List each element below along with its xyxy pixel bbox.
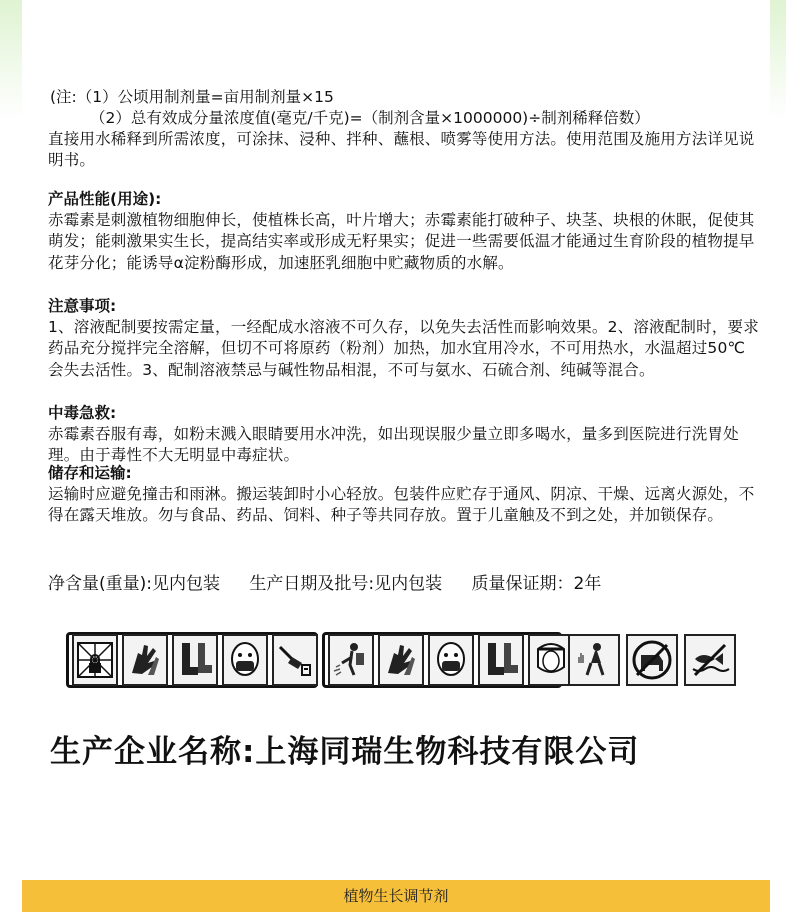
product-meta — [48, 569, 623, 594]
spraying-icon — [328, 634, 374, 686]
performance-heading: 产品性能(用途): — [48, 190, 162, 208]
note-line-2: （2）总有效成分量浓度值(毫克/千克)=（制剂含量×1000000)÷制剂稀释倍数） — [90, 109, 650, 127]
boots-icon — [478, 634, 524, 686]
production-date: 生产日期及批号:见内包装 — [249, 574, 443, 594]
wash-icon — [568, 634, 620, 686]
precautions-text: 1、溶液配制要按需定量，一经配成水溶液不可久存，以免失去活性而影响效果。2、溶液配制时，要求药品充分搅拌完全溶解，但切不可将原药（粉剂）加热，加水宜用冷水，不可用热水，水温超过50℃会失去活性。3、配制溶液禁忌与碱性物品相混，不可与氨水、石硫合剂、纯碱等混合。 — [48, 318, 759, 379]
net-content: 净含量(重量):见内包装 — [48, 574, 220, 594]
storage-text: 运输时应避免撞击和雨淋。搬运装卸时小心轻放。包装件应贮存于通风、阴凉、干燥、远离火源处，不得在露天堆放。勿与食品、药品、饲料、种子等共同存放。置于儿童触及不到之处，并加锁保存。 — [48, 485, 755, 525]
precautions-heading: 注意事项: — [48, 297, 117, 315]
pictogram-group-spraying — [322, 632, 562, 688]
storage-heading: 储存和运输: — [48, 464, 132, 482]
poisoning-heading: 中毒急救: — [48, 404, 117, 422]
footer-banner — [22, 880, 770, 912]
note-line-1: (注:（1）公顷用制剂量=亩用制剂量×15 — [50, 88, 334, 106]
gloves-icon — [122, 634, 168, 686]
poisoning-text: 赤霉素吞服有毒，如粉末溅入眼睛要用水冲洗，如出现误服少量立即多喝水，量多到医院进行洗胃处理。由于毒性不大无明显中毒症状。 — [48, 425, 739, 465]
storage-lock-icon — [72, 634, 118, 686]
shelf-life: 质量保证期：2年 — [471, 574, 602, 594]
left-margin — [0, 0, 22, 912]
mixing-icon — [272, 634, 318, 686]
no-fish-icon — [684, 634, 736, 686]
boots-icon — [172, 634, 218, 686]
pictogram-standalone — [568, 632, 742, 688]
manufacturer-name: 生产企业名称:上海同瑞生物科技有限公司 — [50, 734, 640, 770]
usage-paragraph: 直接用水稀释到所需浓度，可涂抹、浸种、拌种、蘸根、喷雾等使用方法。使用范围及施用方法详见说明书。 — [48, 130, 755, 170]
mask-icon — [428, 634, 474, 686]
performance-text: 赤霉素是刺激植物细胞伸长，使植株长高，叶片增大；赤霉素能打破种子、块茎、块根的休眠，促使其萌发；能刺激果实生长，提高结实率或形成无籽果实；促进一些需要低温才能通过生育阶段的植物提早花芽分化；能诱导α淀粉酶形成，加速胚乳细胞中贮藏物质的水解。 — [48, 211, 755, 272]
mask-icon — [222, 634, 268, 686]
no-livestock-icon — [626, 634, 678, 686]
gloves-icon — [378, 634, 424, 686]
pictogram-group-mixing — [66, 632, 318, 688]
product-category: 植物生长调节剂 — [343, 887, 449, 905]
